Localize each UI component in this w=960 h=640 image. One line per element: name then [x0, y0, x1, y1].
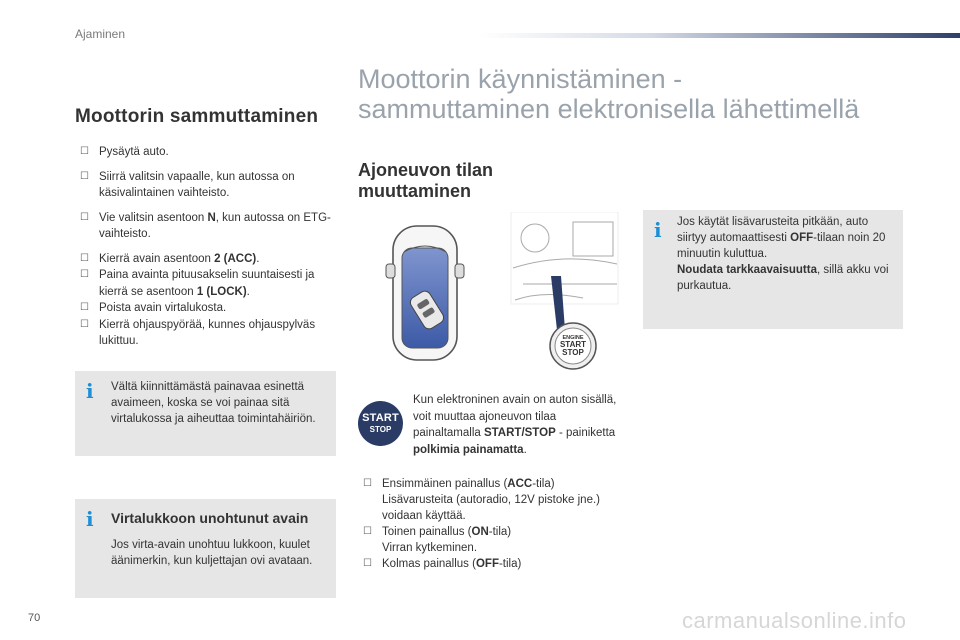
press-detail: Virran kytkeminen. [382, 542, 478, 554]
desc-text: Kun elektroninen avain on auton sisällä, voit muuttaa ajoneuvon tilaa painaltamalla [413, 394, 617, 439]
checkbox-bullet-icon: ☐ [80, 146, 89, 157]
stop-engine-steps [77, 144, 339, 350]
checkbox-bullet-icon: ☐ [80, 252, 89, 264]
forgotten-key-text: Jos virta-avain unohtuu lukkoon, kuulet äänimerkin, kun kuljettajan ovi avataan. [111, 539, 313, 567]
checkbox-bullet-icon: ☐ [363, 558, 372, 569]
start-stop-description [413, 392, 623, 458]
start-icon-line1: START [362, 412, 399, 424]
info-box-heavy-object [75, 371, 336, 456]
desc-text: - painiketta [555, 427, 616, 439]
list-item [77, 317, 339, 350]
list-item: ☐ Kierrä avain asentoon 2 (ACC). [77, 251, 339, 268]
info-part: , sillä akku voi purkautua. [677, 264, 889, 292]
info-i-icon: i [86, 507, 94, 531]
section-header: Ajaminen [75, 27, 126, 41]
info-part: Jos käytät lisävarusteita pitkään, auto siirtyy automaattisesti [677, 216, 869, 244]
list-item: ☐ Siirrä valitsin vapaalle, kun autossa on käsivalintainen vaihteisto. [80, 170, 295, 199]
info-box-accessories [643, 210, 903, 329]
press-text: -tila) [532, 478, 555, 490]
info-text: Vältä kiinnittämästä painavaa esinettä avaimeen, koska se voi painaa sitä virtalukossa ja aiheuttaa toimintahäiriön. [111, 381, 316, 425]
list-item [77, 144, 339, 161]
dashboard-sketch-icon [511, 212, 618, 304]
press-text: Toinen painallus ( [382, 526, 472, 538]
desc-text: . [523, 443, 527, 456]
press-detail: Lisävarusteita (autoradio, 12V pistoke jne.) voidaan käyttää. [382, 494, 600, 522]
subtitle-line2: muuttaminen [358, 181, 472, 201]
checkbox-bullet-icon: ☐ [80, 170, 89, 182]
page-title-line1: Moottorin käynnistäminen - [358, 64, 683, 94]
engine-button-line1: ENGINE [562, 335, 584, 341]
engine-button-line2: START [559, 340, 587, 349]
vehicle-state-title [358, 160, 493, 202]
step-text: Pysäytä auto. [99, 146, 169, 158]
header-gradient-bar [480, 33, 960, 38]
press-text: Kolmas painallus ( [382, 558, 476, 570]
checkbox-bullet-icon: ☐ [363, 478, 372, 489]
mode-name: OFF [475, 558, 499, 570]
step-text: Kierrä ohjauspyörää, kunnes ohjauspylväs lukittuu. [99, 318, 316, 347]
car-illustration [373, 212, 633, 372]
stop-engine-title: Moottorin sammuttaminen [75, 106, 319, 127]
page-title-line2: sammuttaminen elektronisella lähettimellä [358, 94, 860, 124]
info-i-icon: i [654, 218, 662, 242]
step-text: Poista avain virtalukosta. [99, 302, 227, 314]
checkbox-bullet-icon: ☐ [80, 211, 89, 223]
car-top-view-icon [386, 226, 464, 360]
list-item: ☐ Vie valitsin asentoon N, kun autossa on ETG-vaihteisto. [80, 211, 331, 240]
list-item [360, 556, 630, 572]
watermark: carmanualsonline.info [682, 608, 907, 633]
list-item [77, 300, 339, 317]
forgotten-key-title: Virtalukkoon unohtunut avain [111, 510, 309, 526]
page-title [358, 64, 859, 124]
list-item: ☐ Paina avainta pituusakselin suuntaisesti ja kierrä se asentoon 1 (LOCK). [80, 269, 315, 298]
mode-name: ACC [507, 478, 533, 490]
engine-button-line3: STOP [562, 348, 584, 357]
list-item [360, 476, 630, 524]
info-bold: Noudata tarkkaavaisuutta [677, 264, 817, 276]
info-part: -tilaan noin 20 minuutin kuluttua. [677, 232, 886, 260]
info-bold: OFF [790, 232, 814, 244]
checkbox-bullet-icon: ☐ [80, 269, 89, 280]
press-text: -tila) [498, 558, 522, 570]
mode-name: ON [471, 526, 489, 538]
press-text: -tila) [488, 526, 512, 538]
list-item [360, 524, 630, 556]
checkbox-bullet-icon: ☐ [363, 526, 372, 537]
start-stop-icon [358, 401, 403, 446]
desc-bold: polkimia painamatta [413, 443, 524, 456]
press-text: Ensimmäinen painallus ( [382, 478, 508, 490]
press-modes-list [360, 476, 630, 572]
desc-bold: START/STOP [483, 427, 556, 439]
checkbox-bullet-icon: ☐ [80, 302, 89, 313]
subtitle-line1: Ajoneuvon tilan [358, 160, 493, 180]
start-icon-line2: STOP [369, 425, 392, 434]
info-text [677, 214, 892, 294]
checkbox-bullet-icon: ☐ [80, 318, 89, 330]
page-number: 70 [28, 612, 41, 624]
info-box-forgotten-key [75, 499, 336, 598]
info-i-icon: i [86, 379, 94, 403]
engine-start-stop-button-icon [550, 323, 596, 369]
